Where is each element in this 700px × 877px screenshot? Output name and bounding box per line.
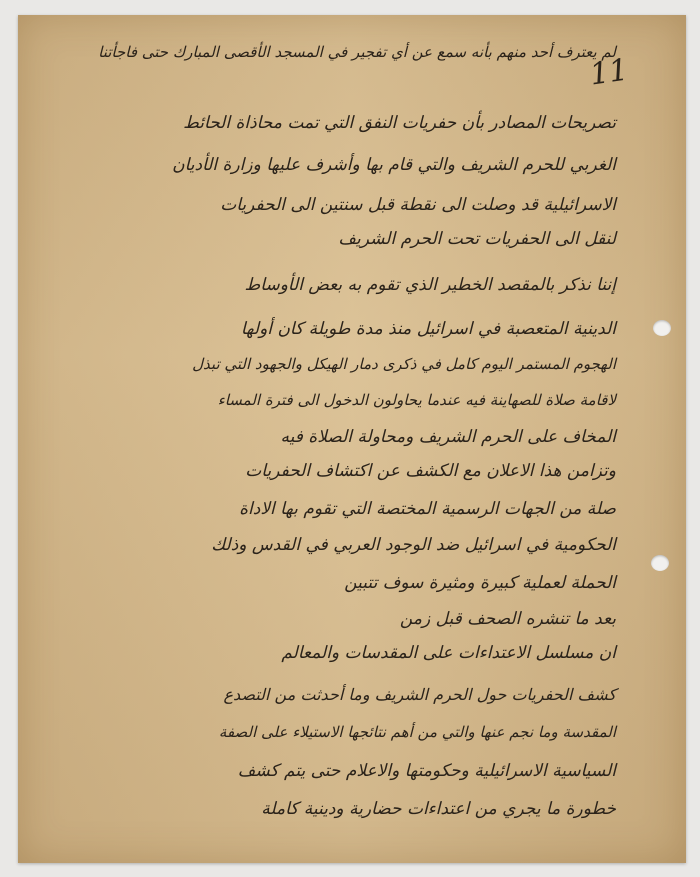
text-line: بعد ما تنشره الصحف قبل زمن [399,609,616,629]
text-line: صلة من الجهات الرسمية المختصة التي تقوم بها الاداة [239,499,616,519]
page-number: 11 [587,52,631,93]
punch-hole [653,320,671,336]
text-line: الحملة لعملية كبيرة ومثيرة سوف تتبين [344,573,616,593]
text-line: الحكومية في اسرائيل ضد الوجود العربي في القدس وذلك [211,535,616,555]
text-line: خطورة ما يجري من اعتداءات حضارية ودينية كاملة [261,799,616,819]
text-line: السياسية الاسرائيلية وحكومتها والاعلام حتى يتم كشف [237,761,616,781]
text-line: لاقامة صلاة للصهاينة فيه عندما يحاولون الدخول الى فترة المساء [217,391,616,409]
text-line: لم يعترف أحد منهم بأنه سمع عن أي تفجير في المسجد الأقصى المبارك حتى فاجأتنا [98,43,616,61]
text-line: إننا نذكر بالمقصد الخطير الذي تقوم به بعض الأوساط [244,275,616,295]
handwritten-letter-page [18,15,686,863]
text-line: ان مسلسل الاعتداءات على المقدسات والمعالم [281,643,616,663]
text-line: الاسرائيلية قد وصلت الى نقطة قبل سنتين الى الحفريات [220,195,616,215]
text-line: كشف الحفريات حول الحرم الشريف وما أحدثت من التصدع [223,685,616,704]
text-line: المخاف على الحرم الشريف ومحاولة الصلاة فيه [280,427,616,447]
text-line: الدينية المتعصبة في اسرائيل منذ مدة طويلة كان أولها [240,319,616,339]
text-line: الغربي للحرم الشريف والتي قام بها وأشرف عليها وزارة الأديان [172,155,616,175]
text-line: المقدسة وما نجم عنها والتي من أهم نتائجها الاستيلاء على الصفة [218,723,616,741]
text-line: تصريحات المصادر بأن حفريات النفق التي تمت محاذاة الحائط [183,113,616,133]
punch-hole [651,555,669,571]
text-line: الهجوم المستمر اليوم كامل في ذكرى دمار الهيكل والجهود التي تبذل [192,355,616,373]
text-line: لنقل الى الحفريات تحت الحرم الشريف [338,229,616,249]
text-line: وتزامن هذا الاعلان مع الكشف عن اكتشاف الحفريات [245,461,616,481]
